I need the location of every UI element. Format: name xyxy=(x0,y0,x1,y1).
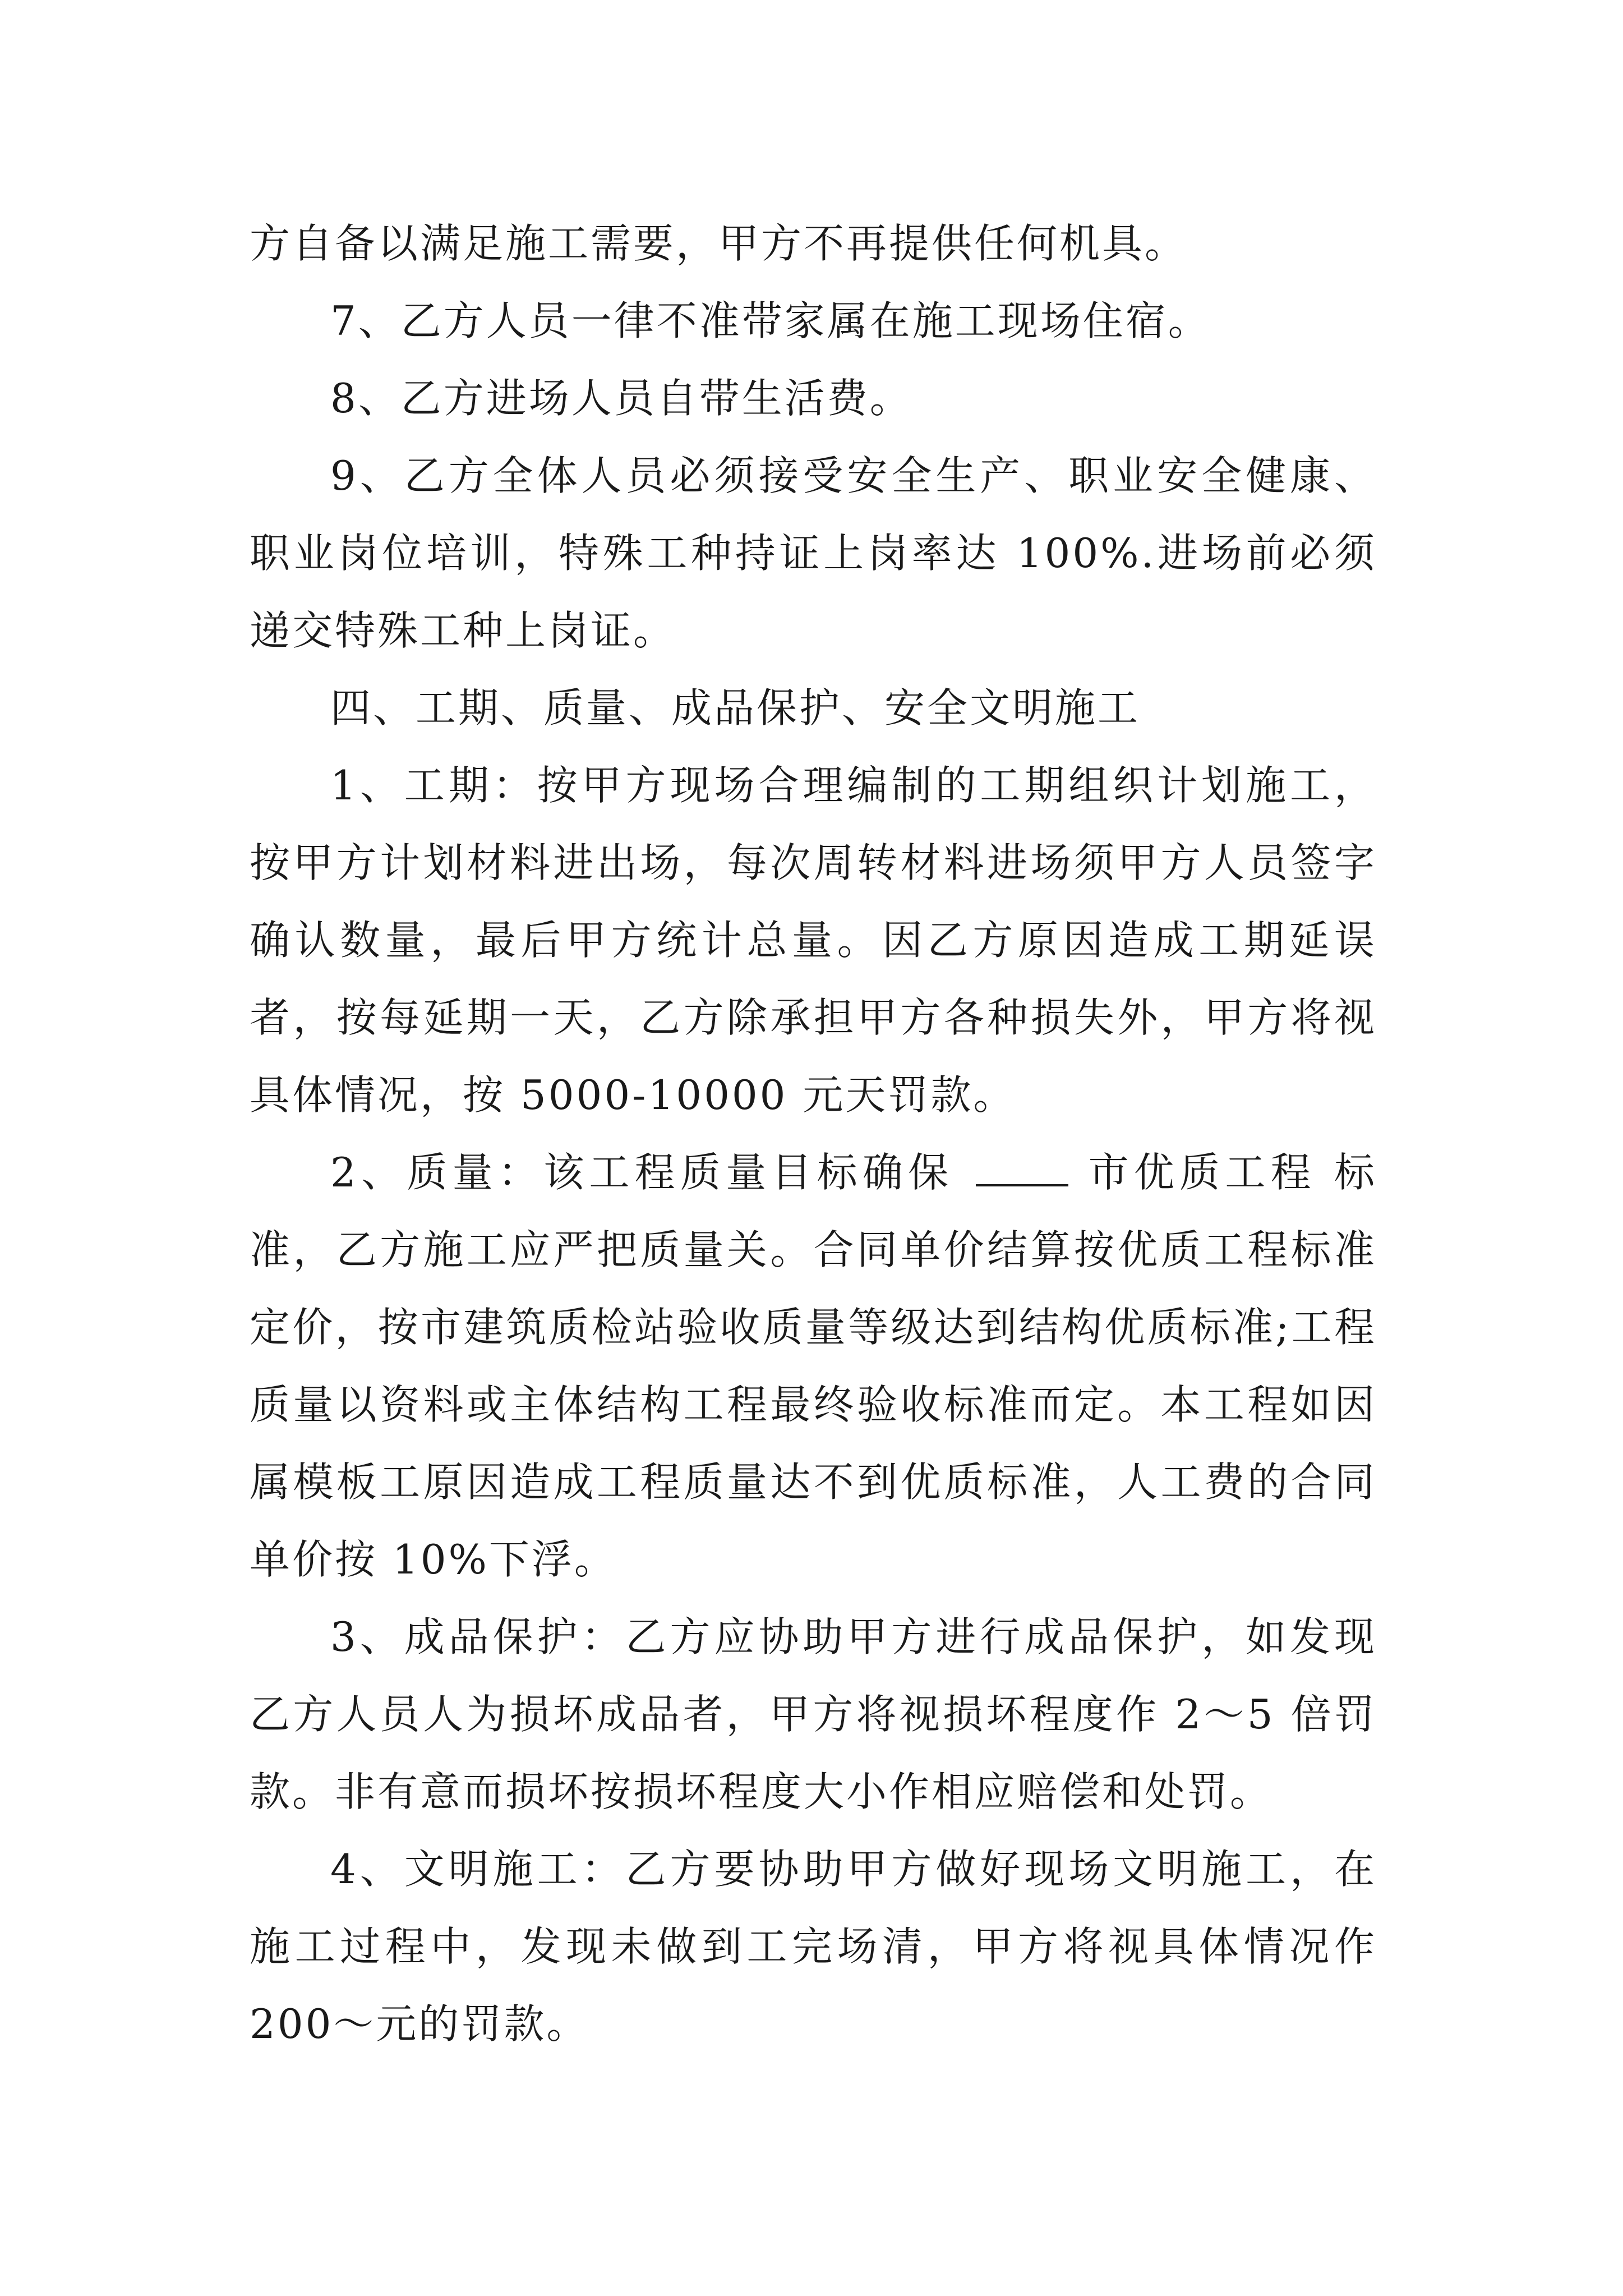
clause-9: 9、乙方全体人员必须接受安全生产、职业安全健康、职业岗位培训，特殊工种持证上岗率达 100%.进场前必须递交特殊工种上岗证。 xyxy=(250,452,1377,654)
clause-schedule: 1、工期：按甲方现场合理编制的工期组织计划施工，按甲方计划材料进出场，每次周转材料进场须甲方人员签字确认数量，最后甲方统计总量。因乙方原因造成工期延误者，按每延期一天，乙方除承担甲方各种损失外，甲方将视具体情况，按 5000-10000 元天罚款。 xyxy=(250,762,1377,1119)
document-body xyxy=(250,205,1377,2063)
clause-quality-rest: 市优质工程 标准，乙方施工应严把质量关。合同单价结算按优质工程标准定价，按市建筑质检站验收质量等级达到结构优质标准;工程质量以资料或主体结构工程最终验收标准而定。本工程如因属模板工原因造成工程质量达不到优质标准，人工费的合同单价按 10%下浮。 xyxy=(250,1149,1377,1583)
section-heading-four: 四、工期、质量、成品保护、安全文明施工 xyxy=(330,684,1141,731)
clause-quality xyxy=(250,1134,1377,1598)
paragraph-continuation: 方自备以满足施工需要，甲方不再提供任何机具。 xyxy=(250,220,1188,267)
clause-civilized-construction: 4、文明施工：乙方要协助甲方做好现场文明施工，在施工过程中，发现未做到工完场清，甲方将视具体情况作 200～元的罚款。 xyxy=(250,1846,1377,2047)
clause-finished-product-protection: 3、成品保护：乙方应协助甲方进行成品保护，如发现乙方人员人为损坏成品者，甲方将视损坏程度作 2～5 倍罚款。非有意而损坏按损坏程度大小作相应赔偿和处罚。 xyxy=(250,1613,1377,1815)
fill-in-blank xyxy=(976,1151,1068,1186)
clause-quality-lead: 2、质量：该工程质量目标确保 xyxy=(330,1149,954,1196)
clause-7: 7、乙方人员一律不准带家属在施工现场住宿。 xyxy=(330,297,1211,344)
clause-8: 8、乙方进场人员自带生活费。 xyxy=(330,375,912,422)
